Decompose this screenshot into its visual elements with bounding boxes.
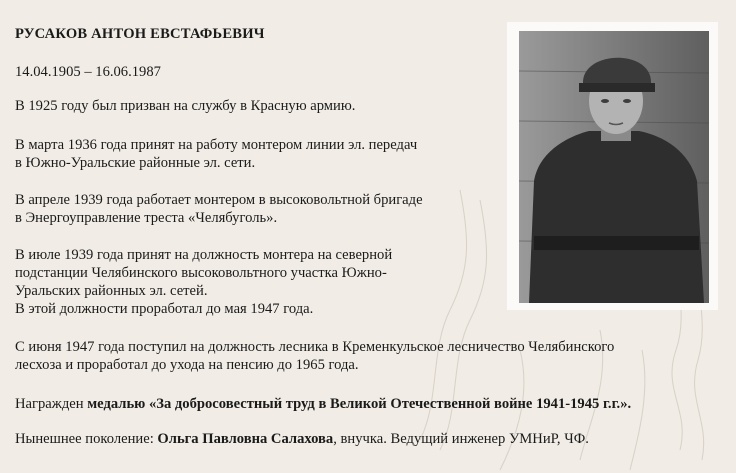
award-name: медалью «За добросовестный труд в Великой Отечественной войне 1941-1945 г.г.». [87, 396, 632, 412]
current-generation-line [15, 430, 589, 448]
portrait-photo [519, 31, 709, 303]
bio-paragraph-1: В 1925 году был призван на службу в Красную армию. [15, 98, 356, 114]
person-name: РУСАКОВ АНТОН ЕВСТАФЬЕВИЧ [15, 26, 265, 42]
bio-paragraph-3-line-2: в Энергоуправление треста «Челябуголь». [15, 210, 278, 226]
descendant-description: , внучка. Ведущий инженер УМНиР, ЧФ. [333, 431, 589, 447]
bio-paragraph-4-line-3: Уральских районных эл. сетей. [15, 283, 208, 299]
bio-paragraph-4-line-1: В июле 1939 года принят на должность монтера на северной [15, 247, 393, 263]
bio-paragraph-5-line-2: лесхоза и проработал до ухода на пенсию до 1965 года. [15, 357, 359, 373]
life-dates: 14.04.1905 – 16.06.1987 [15, 64, 161, 80]
bio-paragraph-3-line-1: В апреле 1939 года работает монтером в высоковольтной бригаде [15, 192, 423, 208]
award-line [15, 395, 631, 413]
bio-paragraph-2-line-1: В марта 1936 года принят на работу монтером линии эл. передач [15, 137, 418, 153]
descendant-name: Ольга Павловна Салахова [157, 431, 334, 447]
bio-paragraph-2-line-2: в Южно-Уральские районные эл. сети. [15, 155, 256, 171]
bio-paragraph-4-line-2: подстанции Челябинского высоковольтного участка Южно- [15, 265, 387, 281]
generation-prefix: Нынешнее поколение: [15, 431, 158, 447]
award-prefix: Награжден [15, 396, 88, 412]
bio-paragraph-5-line-1: С июня 1947 года поступил на должность лесника в Кременкульское лесничество Челябинского [15, 339, 615, 355]
bio-paragraph-4-line-4: В этой должности проработал до мая 1947 года. [15, 301, 314, 317]
